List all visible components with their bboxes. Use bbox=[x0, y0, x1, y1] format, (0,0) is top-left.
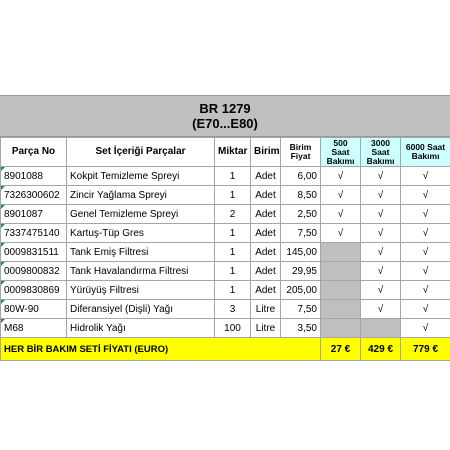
cell-part-no: 0009800832 bbox=[1, 262, 67, 281]
cell-part-no: 80W-90 bbox=[1, 300, 67, 319]
table-row bbox=[1, 319, 450, 338]
total-500: 27 € bbox=[321, 338, 361, 361]
table-row bbox=[1, 167, 450, 186]
cell-contents: Tank Havalandırma Filtresi bbox=[67, 262, 215, 281]
cell-qty: 1 bbox=[215, 243, 251, 262]
cell-500 bbox=[321, 319, 361, 338]
cell-3000: √ bbox=[361, 243, 401, 262]
cell-unit-price: 7,50 bbox=[281, 300, 321, 319]
cell-part-no: 7326300602 bbox=[1, 186, 67, 205]
cell-6000: √ bbox=[401, 205, 450, 224]
cell-qty: 1 bbox=[215, 262, 251, 281]
cell-unit-price: 2,50 bbox=[281, 205, 321, 224]
cell-qty: 1 bbox=[215, 224, 251, 243]
cell-3000: √ bbox=[361, 281, 401, 300]
cell-qty: 1 bbox=[215, 186, 251, 205]
cell-qty: 100 bbox=[215, 319, 251, 338]
cell-unit-price: 205,00 bbox=[281, 281, 321, 300]
cell-unit: Adet bbox=[251, 281, 281, 300]
cell-500 bbox=[321, 262, 361, 281]
cell-unit-price: 8,50 bbox=[281, 186, 321, 205]
title-range: (E70...E80) bbox=[192, 116, 258, 131]
cell-6000: √ bbox=[401, 243, 450, 262]
cell-part-no: 7337475140 bbox=[1, 224, 67, 243]
cell-6000: √ bbox=[401, 319, 450, 338]
parts-table bbox=[0, 137, 450, 361]
cell-500: √ bbox=[321, 167, 361, 186]
cell-unit: Adet bbox=[251, 224, 281, 243]
cell-500: √ bbox=[321, 224, 361, 243]
cell-500: √ bbox=[321, 186, 361, 205]
cell-part-no: 8901087 bbox=[1, 205, 67, 224]
cell-unit-price: 6,00 bbox=[281, 167, 321, 186]
header-6000: 6000 Saat Bakımı bbox=[401, 138, 450, 167]
cell-part-no: 8901088 bbox=[1, 167, 67, 186]
cell-6000: √ bbox=[401, 167, 450, 186]
table-row bbox=[1, 281, 450, 300]
header-unit: Birim bbox=[251, 138, 281, 167]
cell-unit-price: 7,50 bbox=[281, 224, 321, 243]
cell-3000: √ bbox=[361, 167, 401, 186]
cell-contents: Zincir Yağlama Spreyi bbox=[67, 186, 215, 205]
cell-qty: 1 bbox=[215, 167, 251, 186]
cell-unit-price: 29,95 bbox=[281, 262, 321, 281]
cell-6000: √ bbox=[401, 224, 450, 243]
table-row bbox=[1, 224, 450, 243]
cell-unit: Adet bbox=[251, 186, 281, 205]
table-row bbox=[1, 243, 450, 262]
total-6000: 779 € bbox=[401, 338, 450, 361]
table-row bbox=[1, 186, 450, 205]
cell-500 bbox=[321, 243, 361, 262]
cell-part-no: 0009831511 bbox=[1, 243, 67, 262]
cell-unit: Adet bbox=[251, 167, 281, 186]
cell-qty: 1 bbox=[215, 281, 251, 300]
cell-3000 bbox=[361, 319, 401, 338]
cell-contents: Yürüyüş Filtresi bbox=[67, 281, 215, 300]
cell-part-no: 0009830869 bbox=[1, 281, 67, 300]
cell-unit: Adet bbox=[251, 243, 281, 262]
cell-contents: Hidrolik Yağı bbox=[67, 319, 215, 338]
cell-unit-price: 145,00 bbox=[281, 243, 321, 262]
cell-contents: Kokpit Temizleme Spreyi bbox=[67, 167, 215, 186]
table-row bbox=[1, 300, 450, 319]
header-part-no: Parça No bbox=[1, 138, 67, 167]
price-sheet bbox=[0, 95, 450, 361]
header-500: 500 Saat Bakımı bbox=[321, 138, 361, 167]
cell-6000: √ bbox=[401, 281, 450, 300]
cell-3000: √ bbox=[361, 262, 401, 281]
cell-3000: √ bbox=[361, 300, 401, 319]
cell-500 bbox=[321, 281, 361, 300]
cell-6000: √ bbox=[401, 186, 450, 205]
cell-contents: Diferansiyel (Dişli) Yağı bbox=[67, 300, 215, 319]
cell-6000: √ bbox=[401, 262, 450, 281]
cell-unit: Adet bbox=[251, 262, 281, 281]
total-3000: 429 € bbox=[361, 338, 401, 361]
total-row bbox=[1, 338, 450, 361]
cell-unit-price: 3,50 bbox=[281, 319, 321, 338]
header-unit-price: Birim Fiyat bbox=[281, 138, 321, 167]
header-qty: Miktar bbox=[215, 138, 251, 167]
header-3000: 3000 Saat Bakımı bbox=[361, 138, 401, 167]
header-contents: Set İçeriği Parçalar bbox=[67, 138, 215, 167]
cell-6000: √ bbox=[401, 300, 450, 319]
cell-contents: Genel Temizleme Spreyi bbox=[67, 205, 215, 224]
cell-unit: Adet bbox=[251, 205, 281, 224]
cell-3000: √ bbox=[361, 186, 401, 205]
cell-unit: Litre bbox=[251, 300, 281, 319]
cell-500 bbox=[321, 300, 361, 319]
cell-part-no: M68 bbox=[1, 319, 67, 338]
cell-3000: √ bbox=[361, 205, 401, 224]
table-row bbox=[1, 205, 450, 224]
cell-unit: Litre bbox=[251, 319, 281, 338]
cell-qty: 2 bbox=[215, 205, 251, 224]
cell-contents: Tank Emiş Filtresi bbox=[67, 243, 215, 262]
cell-500: √ bbox=[321, 205, 361, 224]
cell-3000: √ bbox=[361, 224, 401, 243]
table-row bbox=[1, 262, 450, 281]
title-band bbox=[0, 95, 450, 137]
header-row bbox=[1, 138, 450, 167]
title-model: BR 1279 bbox=[199, 101, 251, 116]
cell-qty: 3 bbox=[215, 300, 251, 319]
total-label: HER BİR BAKIM SETİ FİYATI (EURO) bbox=[1, 338, 321, 361]
cell-contents: Kartuş-Tüp Gres bbox=[67, 224, 215, 243]
